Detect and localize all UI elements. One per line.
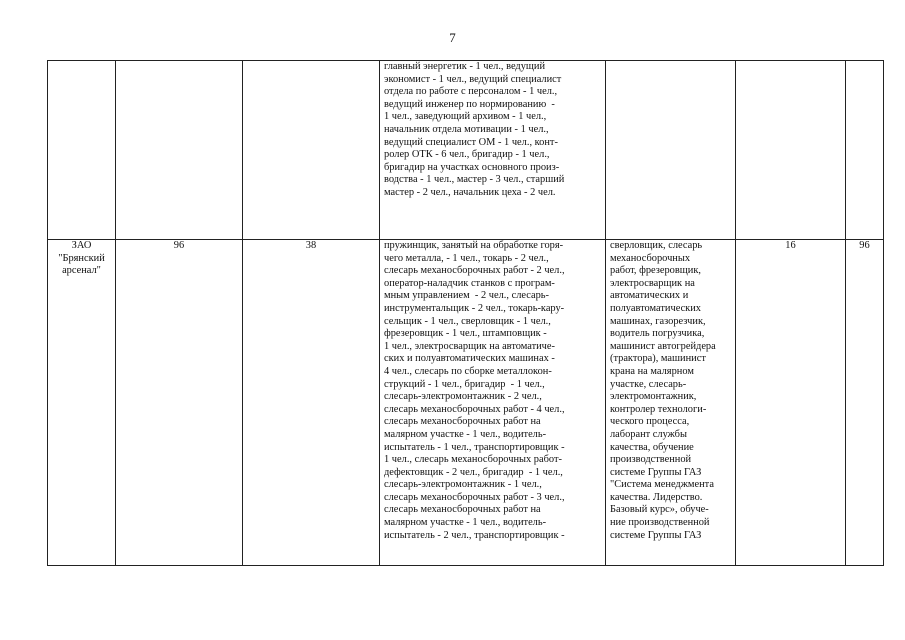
count-cell: 96 (846, 240, 884, 566)
org-cell: ЗАО "Брянский арсенал" (48, 240, 116, 566)
count-cell (243, 61, 380, 240)
count-cell (116, 61, 243, 240)
count-cell: 16 (736, 240, 846, 566)
count-cell: 38 (243, 240, 380, 566)
training-text: сверловщик, слесарь механосборочных работ, фрезеровщик, электросварщик на автоматических и полуавтоматических машинах, газорезчик, водитель погрузчика, машинист автогрейдера (трактора), машинист крана на малярном участке, слесарь- электромонтажник, контролер технологи- ческого процесса, лаборант службы качества, обучение производственной системе Группы ГАЗ "Система менеджмента качества. Лидерство. Базовый курс», обуче- ние производственной системе Группы ГАЗ (610, 240, 716, 541)
employment-table (47, 60, 884, 566)
page-number: 7 (449, 30, 456, 45)
count-cell: 96 (116, 240, 243, 566)
positions-cell: главный энергетик - 1 чел., ведущий экономист - 1 чел., ведущий специалист отдела по работе с персоналом - 1 чел., ведущий инженер по нормированию - 1 чел., заведующий архивом - 1 чел., начальник отдела мотивации - 1 чел., ведущий специалист ОМ - 1 чел., конт- ролер ОТК - 6 чел., бригадир - 1 чел., бригадир на участках основного произ- водства - 1 чел., мастер - 3 чел., старший мастер - 2 чел., начальник цеха - 2 чел. (380, 61, 606, 240)
table-row (48, 240, 884, 566)
org-cell (48, 61, 116, 240)
table-row (48, 61, 884, 240)
training-cell (606, 61, 736, 240)
count-cell (846, 61, 884, 240)
training-cell (606, 240, 736, 566)
positions-cell (380, 240, 606, 566)
count-cell (736, 61, 846, 240)
positions-text: пружинщик, занятый на обработке горя- чего металла, - 1 чел., токарь - 2 чел., слесарь механосборочных работ - 2 чел., оператор-наладчик станков с програм- мным управлением - 2 чел., слесарь- инструментальщик - 2 чел., токарь-кару- сельщик - 1 чел., сверловщик - 1 чел., фрезеровщик - 1 чел., штамповщик - 1 чел., электросварщик на автоматиче- ских и полуавтоматических машинах - 4 чел., слесарь по сборке металлокон- струкций - 1 чел., бригадир - 1 чел., слесарь-электромонтажник - 2 чел., слесарь механосборочных работ - 4 чел., слесарь механосборочных работ на малярном участке - 1 чел., водитель- испытатель - 1 чел., транспортировщик - 1 чел., слесарь механосборочных работ- дефектовщик - 2 чел., бригадир - 1 чел., слесарь-электромонтажник - 1 чел., слесарь механосборочных работ - 3 чел., слесарь механосборочных работ на малярном участке - 1 чел., водитель- испытатель - 2 чел., транспортировщик - (384, 240, 565, 541)
